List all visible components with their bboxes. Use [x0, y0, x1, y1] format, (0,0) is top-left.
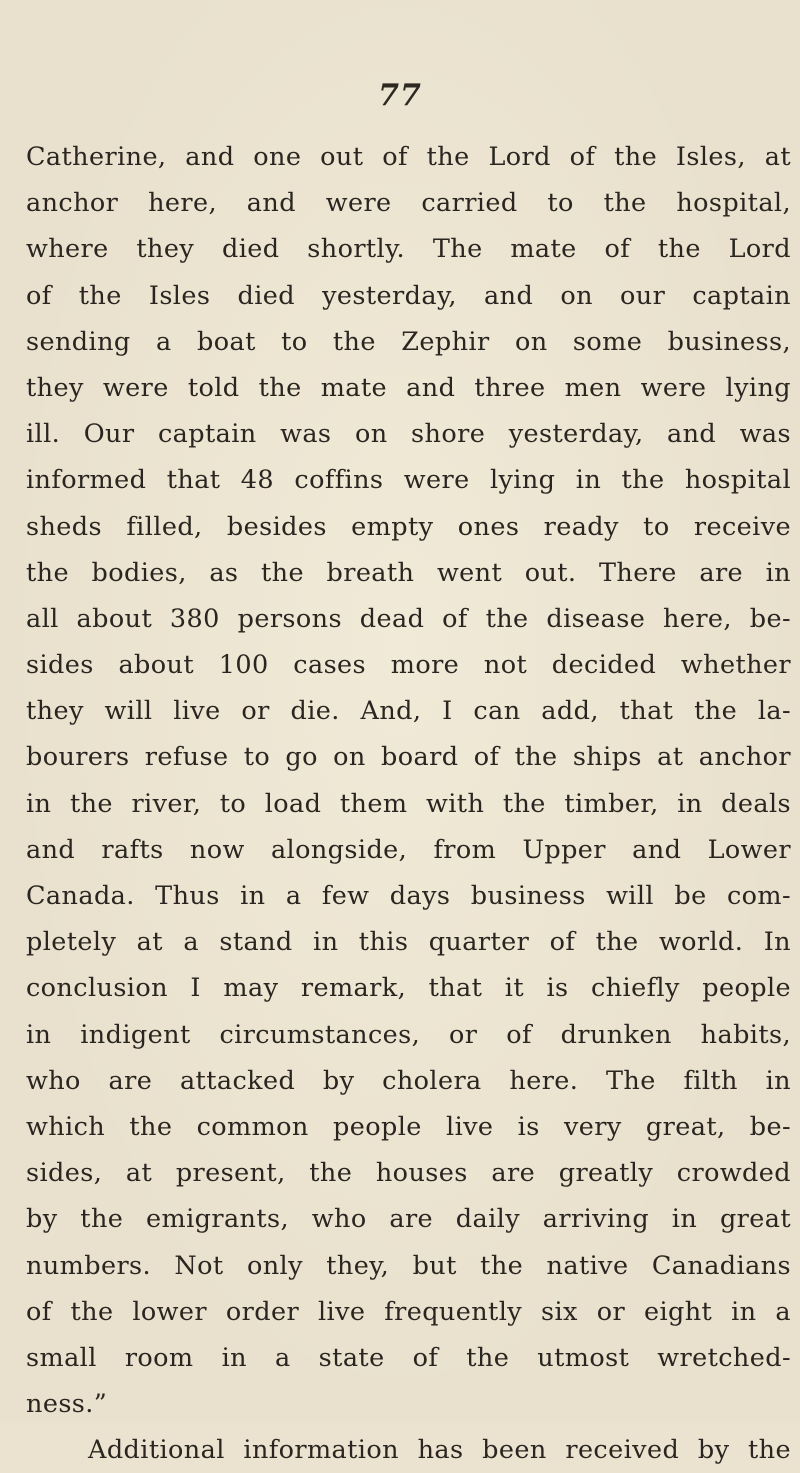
- text-line: informed that 48 coffins were lying in the hospital: [26, 465, 791, 496]
- text-line: Canada. Thus in a few days business will be com-: [26, 881, 791, 911]
- text-line: sending a boat to the Zephir on some business,: [26, 326, 791, 357]
- text-line: they were told the mate and three men were lying: [26, 372, 791, 403]
- text-line: anchor here, and were carried to the hospital,: [26, 188, 791, 219]
- text-line: bourers refuse to go on board of the ships at anchor: [26, 742, 791, 773]
- text-line: by the emigrants, who are daily arriving in great: [26, 1204, 791, 1235]
- text-line: ness.”: [26, 1389, 108, 1420]
- text-line: sides about 100 cases more not decided whether: [26, 650, 791, 681]
- page-number: 77: [378, 78, 422, 113]
- text-line: the bodies, as the breath went out. There are in: [26, 557, 791, 588]
- text-line: Catherine, and one out of the Lord of the Isles, at: [26, 142, 791, 172]
- body-text: [26, 134, 791, 1473]
- text-line: of the lower order live frequently six or eight in a: [26, 1296, 791, 1327]
- text-line: all about 380 persons dead of the disease here, be-: [26, 603, 791, 634]
- text-line: numbers. Not only they, but the native Canadians: [26, 1250, 791, 1281]
- text-line: pletely at a stand in this quarter of the world. In: [26, 927, 791, 958]
- text-line: in indigent circumstances, or of drunken habits,: [26, 1019, 791, 1050]
- paragraph-first-line: Additional information has been received by the: [88, 1435, 791, 1466]
- text-line: which the common people live is very great, be-: [26, 1111, 791, 1142]
- text-line: sheds filled, besides empty ones ready to receive: [26, 511, 791, 542]
- text-line: and rafts now alongside, from Upper and Lower: [26, 834, 791, 865]
- text-line: they will live or die. And, I can add, that the la-: [26, 696, 791, 727]
- text-line: small room in a state of the utmost wretched-: [26, 1342, 791, 1373]
- text-line: conclusion I may remark, that it is chiefly people: [26, 973, 791, 1004]
- text-line: who are attacked by cholera here. The filth in: [26, 1065, 791, 1096]
- text-line: ill. Our captain was on shore yesterday, and was: [26, 419, 791, 450]
- text-line: of the Isles died yesterday, and on our captain: [26, 280, 791, 311]
- text-line: in the river, to load them with the timber, in deals: [26, 788, 791, 819]
- text-line: sides, at present, the houses are greatly crowded: [26, 1158, 791, 1189]
- text-line: where they died shortly. The mate of the Lord: [26, 234, 791, 265]
